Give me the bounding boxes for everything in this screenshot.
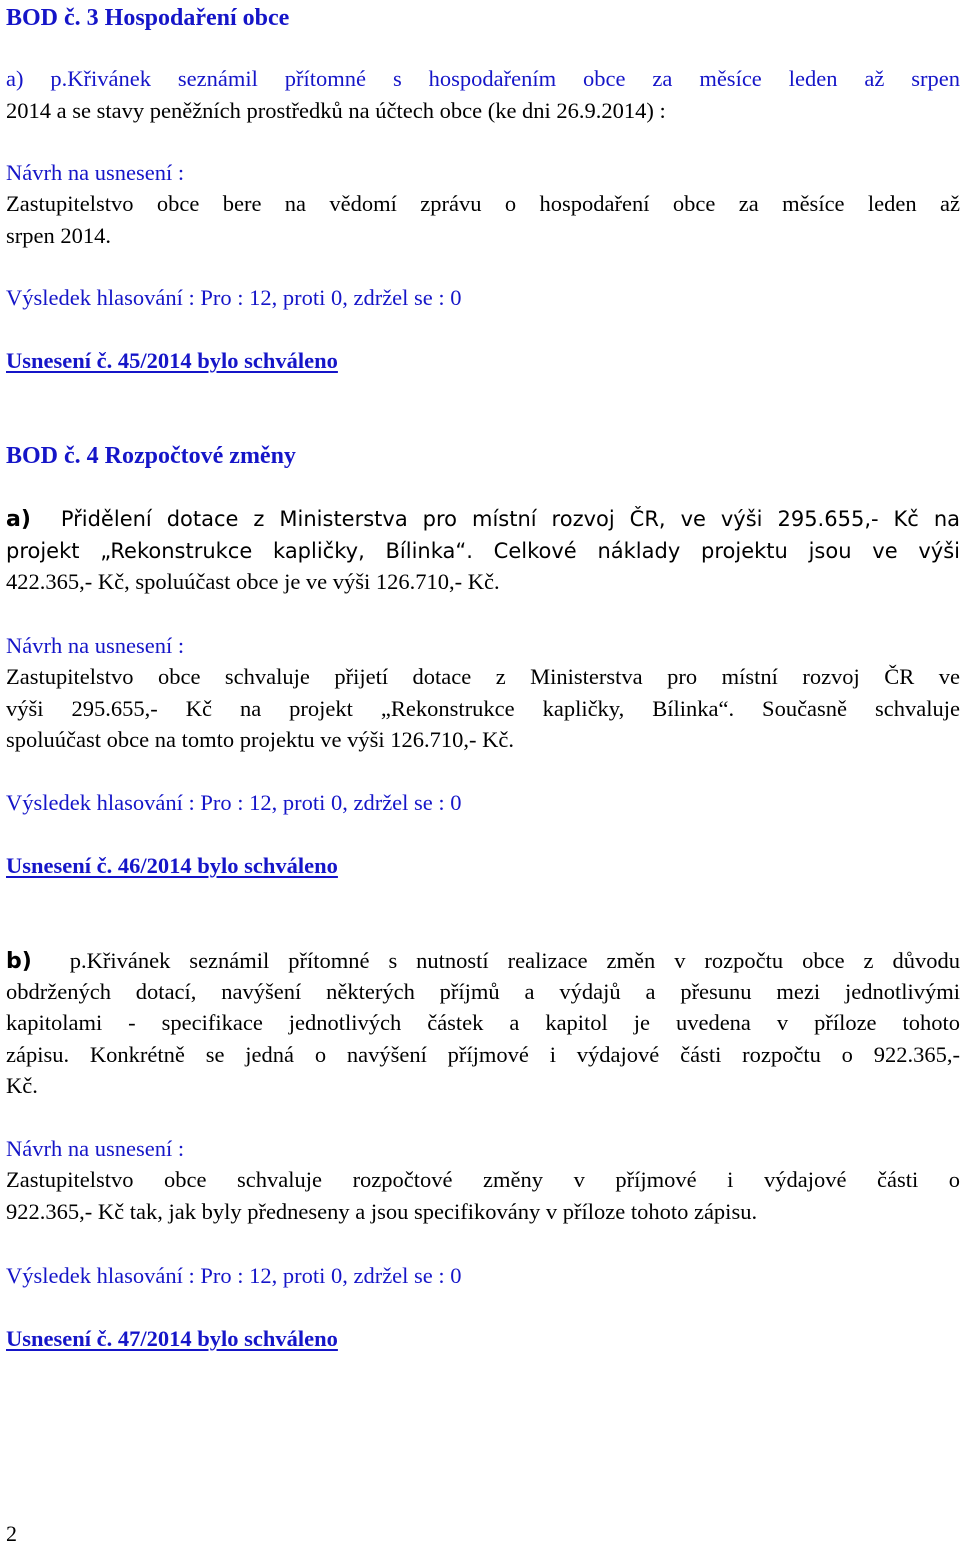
- sec4b-line-2: obdržených dotací, navýšení některých příjmů a výdajů a přesunu mezi jednotlivými: [6, 979, 960, 1004]
- sec4a-resolution-status: Usnesení č. 46/2014 bylo schváleno: [6, 853, 338, 878]
- sec4a-vote-result: Výsledek hlasování : Pro : 12, proti 0, zdržel se : 0: [6, 790, 462, 815]
- sec3-resolution-line-1: Zastupitelstvo obce bere na vědomí zprávu o hospodaření obce za měsíce leden až: [6, 191, 960, 216]
- section-4-heading: BOD č. 4 Rozpočtové změny: [6, 443, 296, 469]
- sec4a-line-1: [6, 504, 960, 535]
- sec3-vote-result: Výsledek hlasování : Pro : 12, proti 0, zdržel se : 0: [6, 285, 462, 310]
- section-3-heading: BOD č. 3 Hospodaření obce: [6, 5, 290, 31]
- sec3-navrh-label: Návrh na usnesení :: [6, 160, 185, 185]
- sec4b-line-4: zápisu. Konkrétně se jedná o navýšení příjmové i výdajové části rozpočtu o 922.365,-: [6, 1042, 960, 1067]
- sec4b-resolution-line-1: Zastupitelstvo obce schvaluje rozpočtové změny v příjmové i výdajové části o: [6, 1167, 960, 1192]
- page-number: 2: [6, 1521, 17, 1546]
- sec4a-line-1-text: Přidělení dotace z Ministerstva pro místní rozvoj ČR, ve výši 295.655,- Kč na: [60, 507, 960, 531]
- sec4b-resolution-status: Usnesení č. 47/2014 bylo schváleno: [6, 1326, 338, 1351]
- sec4b-label: b): [6, 949, 32, 974]
- sec4b-line-5: Kč.: [6, 1073, 38, 1098]
- sec4b-line-3: kapitolami - specifikace jednotlivých částek a kapitol je uvedena v příloze tohoto: [6, 1010, 960, 1035]
- sec4a-line-2: projekt „Rekonstrukce kapličky, Bílinka“. Celkové náklady projektu jsou ve výši: [6, 539, 960, 563]
- sec3-intro-line-2: 2014 a se stavy peněžních prostředků na účtech obce (ke dni 26.9.2014) :: [6, 98, 666, 123]
- sec4a-resolution-line-2: výši 295.655,- Kč na projekt „Rekonstrukce kapličky, Bílinka“. Současně schvaluje: [6, 696, 960, 721]
- sec4a-resolution-line-3: spoluúčast obce na tomto projektu ve výši 126.710,- Kč.: [6, 727, 515, 752]
- sec4a-resolution-line-1: Zastupitelstvo obce schvaluje přijetí dotace z Ministerstva pro místní rozvoj ČR ve: [6, 664, 960, 689]
- sec4b-vote-result: Výsledek hlasování : Pro : 12, proti 0, zdržel se : 0: [6, 1263, 462, 1288]
- sec4a-line-3: 422.365,- Kč, spoluúčast obce je ve výši 126.710,- Kč.: [6, 569, 500, 594]
- sec4a-navrh-label: Návrh na usnesení :: [6, 633, 185, 658]
- sec4b-navrh-label: Návrh na usnesení :: [6, 1136, 185, 1161]
- sec3-resolution-line-2: srpen 2014.: [6, 223, 111, 248]
- sec4b-line-1: [6, 946, 960, 977]
- sec3-intro-line-1: a) p.Křivánek seznámil přítomné s hospodařením obce za měsíce leden až srpen: [6, 66, 960, 91]
- sec3-resolution-status: Usnesení č. 45/2014 bylo schváleno: [6, 348, 338, 373]
- sec4b-resolution-line-2: 922.365,- Kč tak, jak byly předneseny a jsou specifikovány v příloze tohoto zápisu.: [6, 1199, 758, 1224]
- sec4a-label: a): [6, 507, 31, 532]
- sec4b-line-1-text: p.Křivánek seznámil přítomné s nutností realizace změn v rozpočtu obce z důvodu: [69, 948, 960, 973]
